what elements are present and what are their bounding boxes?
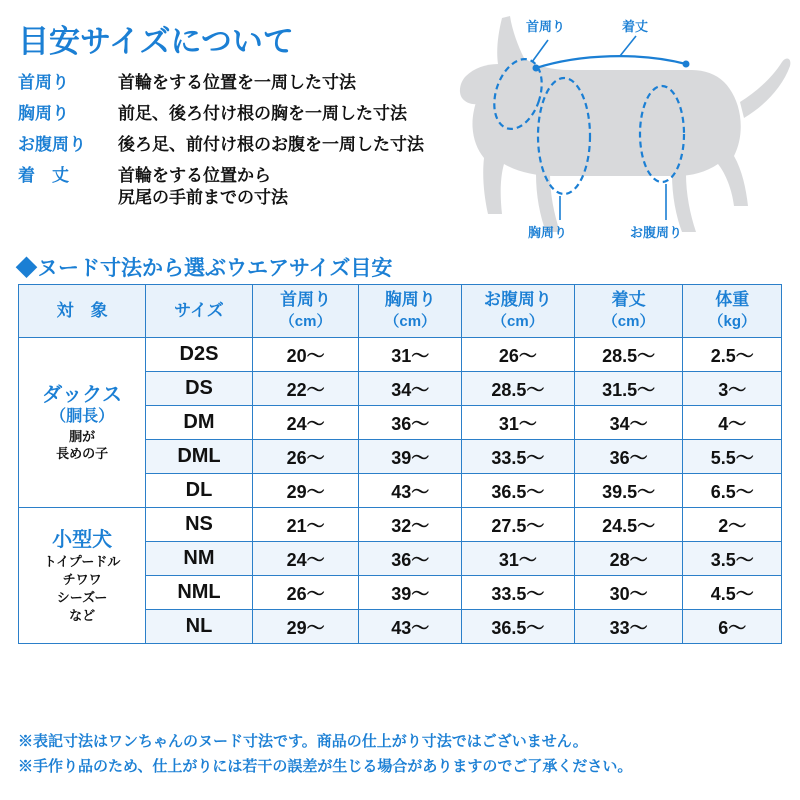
table-row xyxy=(19,508,782,542)
col-header-belly xyxy=(461,285,574,338)
size-table xyxy=(18,284,782,644)
cell-belly: 31〜 xyxy=(461,542,574,576)
group-note-1: 胴が xyxy=(69,428,96,444)
definition-description xyxy=(118,134,424,156)
group-note-2: チワワ xyxy=(62,571,102,587)
size-table-wrapper xyxy=(18,284,782,644)
cell-length: 34〜 xyxy=(574,406,683,440)
cell-weight: 5.5〜 xyxy=(683,440,782,474)
group-name: ダックス xyxy=(42,383,122,406)
definition-term: お腹周り xyxy=(18,135,86,154)
cell-length: 31.5〜 xyxy=(574,372,683,406)
col-header-unit: （kg） xyxy=(708,313,756,330)
cell-weight: 3.5〜 xyxy=(683,542,782,576)
cell-weight: 2〜 xyxy=(683,508,782,542)
definition-description-line2: 尻尾の手前までの寸法 xyxy=(118,188,288,207)
page-title: 目安サイズについて xyxy=(18,24,294,59)
col-header-unit: （cm） xyxy=(279,313,332,330)
cell-belly: 36.5〜 xyxy=(461,474,574,508)
cell-length: 28.5〜 xyxy=(574,338,683,372)
cell-length: 33〜 xyxy=(574,610,683,644)
cell-weight: 6.5〜 xyxy=(683,474,782,508)
col-header-length xyxy=(574,285,683,338)
cell-size: NS xyxy=(146,508,253,542)
col-header-label: 首周り xyxy=(280,290,332,309)
note-line-1: ※表記寸法はワンちゃんのヌード寸法です。商品の仕上がり寸法ではございません。 xyxy=(18,733,588,750)
group-note-3: シーズー xyxy=(56,589,108,605)
cell-size: NM xyxy=(146,542,253,576)
group-note-1: トイプードル xyxy=(43,553,121,569)
cell-length: 39.5〜 xyxy=(574,474,683,508)
cell-neck: 24〜 xyxy=(252,406,359,440)
cell-size: D2S xyxy=(146,338,253,372)
cell-size: NML xyxy=(146,576,253,610)
cell-size: NL xyxy=(146,610,253,644)
col-header-label: 着丈 xyxy=(611,290,646,309)
cell-neck: 29〜 xyxy=(252,474,359,508)
label-neck: 首周り xyxy=(526,19,566,34)
col-header-unit: （cm） xyxy=(602,313,655,330)
cell-chest: 39〜 xyxy=(359,576,462,610)
cell-chest: 43〜 xyxy=(359,610,462,644)
label-length: 着丈 xyxy=(622,19,649,34)
definition-description-line1: 後ろ足、前付け根のお腹を一周した寸法 xyxy=(118,135,424,154)
note-line-2: ※手作り品のため、仕上がりには若干の誤差が生じる場合がありますのでご了承ください。 xyxy=(18,758,633,775)
label-chest: 胸周り xyxy=(528,225,568,240)
cell-chest: 31〜 xyxy=(359,338,462,372)
cell-neck: 26〜 xyxy=(252,576,359,610)
cell-chest: 36〜 xyxy=(359,406,462,440)
group-cell-small-dog xyxy=(19,508,146,644)
definition-description-line1: 首輪をする位置を一周した寸法 xyxy=(118,73,356,92)
col-header-neck xyxy=(252,285,359,338)
cell-belly: 36.5〜 xyxy=(461,610,574,644)
col-header-label: 胸周り xyxy=(384,290,436,309)
definition-term: 首周り xyxy=(18,73,69,92)
cell-belly: 33.5〜 xyxy=(461,440,574,474)
col-header-unit: （cm） xyxy=(492,313,544,330)
cell-neck: 20〜 xyxy=(252,338,359,372)
length-label-leader xyxy=(620,36,636,56)
definition-row xyxy=(18,165,488,209)
cell-chest: 39〜 xyxy=(359,440,462,474)
length-measure-line xyxy=(536,56,686,68)
table-header-row xyxy=(19,285,782,338)
cell-size: DS xyxy=(146,372,253,406)
definition-row xyxy=(18,103,488,125)
footer-notes xyxy=(18,729,788,779)
dog-illustration xyxy=(440,6,796,256)
definition-row xyxy=(18,134,488,156)
cell-belly: 31〜 xyxy=(461,406,574,440)
cell-length: 30〜 xyxy=(574,576,683,610)
cell-size: DML xyxy=(146,440,253,474)
group-cell-dachshund xyxy=(19,338,146,508)
col-header-label: 対 象 xyxy=(56,301,108,320)
col-header-label: お腹周り xyxy=(483,290,552,309)
cell-belly: 26〜 xyxy=(461,338,574,372)
col-header-target xyxy=(19,285,146,338)
col-header-label: サイズ xyxy=(174,301,224,320)
definition-description xyxy=(118,165,288,209)
definition-term: 胸周り xyxy=(18,104,69,123)
col-header-size xyxy=(146,285,253,338)
group-name: 小型犬 xyxy=(52,528,113,551)
section-heading: ◆ヌード寸法から選ぶウエアサイズ目安 xyxy=(16,257,393,280)
group-note-2: 長めの子 xyxy=(56,446,109,462)
cell-length: 36〜 xyxy=(574,440,683,474)
cell-belly: 33.5〜 xyxy=(461,576,574,610)
table-row xyxy=(19,338,782,372)
definition-description-line1: 前足、後ろ付け根の胸を一周した寸法 xyxy=(118,104,407,123)
cell-chest: 32〜 xyxy=(359,508,462,542)
cell-neck: 22〜 xyxy=(252,372,359,406)
cell-chest: 36〜 xyxy=(359,542,462,576)
cell-weight: 4〜 xyxy=(683,406,782,440)
cell-neck: 24〜 xyxy=(252,542,359,576)
measurement-definitions xyxy=(18,72,488,218)
cell-chest: 34〜 xyxy=(359,372,462,406)
cell-weight: 4.5〜 xyxy=(683,576,782,610)
col-header-weight xyxy=(683,285,782,338)
cell-belly: 27.5〜 xyxy=(461,508,574,542)
definition-term: 着 丈 xyxy=(18,166,69,185)
definition-description-line1: 首輪をする位置から xyxy=(118,166,271,185)
definition-description xyxy=(118,103,407,125)
definition-description xyxy=(118,72,356,94)
cell-length: 24.5〜 xyxy=(574,508,683,542)
cell-length: 28〜 xyxy=(574,542,683,576)
length-end-dot xyxy=(683,61,690,68)
length-start-dot xyxy=(533,65,540,72)
cell-weight: 6〜 xyxy=(683,610,782,644)
col-header-chest xyxy=(359,285,462,338)
cell-weight: 2.5〜 xyxy=(683,338,782,372)
cell-neck: 29〜 xyxy=(252,610,359,644)
neck-label-leader xyxy=(532,40,548,62)
cell-neck: 21〜 xyxy=(252,508,359,542)
cell-size: DM xyxy=(146,406,253,440)
cell-size: DL xyxy=(146,474,253,508)
definition-row xyxy=(18,72,488,94)
label-belly: お腹周り xyxy=(630,225,683,240)
group-sub: （胴長） xyxy=(50,408,115,426)
cell-belly: 28.5〜 xyxy=(461,372,574,406)
cell-chest: 43〜 xyxy=(359,474,462,508)
cell-neck: 26〜 xyxy=(252,440,359,474)
col-header-label: 体重 xyxy=(715,290,750,309)
cell-weight: 3〜 xyxy=(683,372,782,406)
col-header-unit: （cm） xyxy=(384,313,437,330)
group-note-4: など xyxy=(69,607,96,623)
